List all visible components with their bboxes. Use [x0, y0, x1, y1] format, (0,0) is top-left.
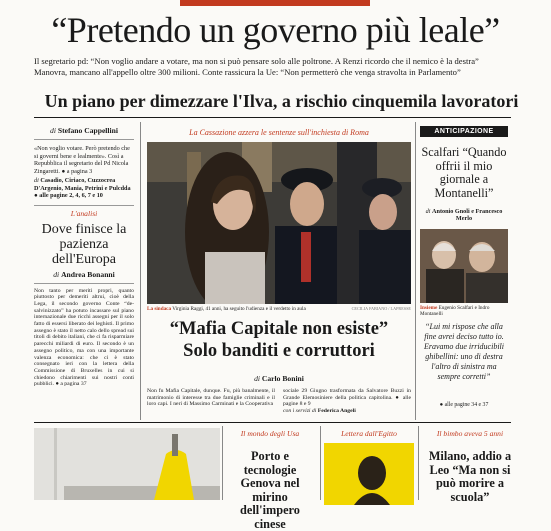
other-bylines: di Casadio, Ciriaco, Cuzzocrea D'Argenio, Mania, Petrini e Pulcdda ● alle pagine 2, 4, 6, 7 e 10	[34, 177, 131, 199]
right-byline: di Antonio Gnoli e Francesco Merlo	[425, 208, 503, 222]
lead-intro: «Non voglio votare. Però pretendo che si governi bene e lealmente». Così a Repubblica il segretario del Pd Nicola Zingaretti. ● a pagina 3	[34, 145, 130, 175]
deck-line: Manovra, mancano all'appello oltre 300 milioni. Conte rassicura la Ue: “Non permetterò che venga stravolta in Parlamento”	[34, 67, 461, 77]
scalfari-quote: “Lui mi rispose che alla fine avrei deciso tutto io. Eravamo due irriducibili ghibellini: uno di destra l'altro di sinistra ma sempre corretti”	[424, 322, 504, 381]
photo-caption: La sindaca Virginia Raggi, 41 anni, ha seguito l'udienza e il verdetto in aula CECILIA FABIANO / LAPRESSE	[147, 306, 411, 312]
bottom-story-2[interactable]	[324, 429, 414, 505]
ad-illustration	[34, 428, 220, 500]
center-body-a: Non fu Mafia Capitale, dunque. Fu, più banalmente, il matrimonio di interesse tra due famiglie criminali e il loro capi. I neri di Massimo Carminati e la Cooperativa	[147, 388, 275, 408]
main-headline[interactable]: “Pretendo un governo più leale”	[51, 10, 500, 50]
bottom-story-3[interactable]	[422, 429, 518, 504]
column-rule	[320, 426, 321, 500]
analysis-body: Non tanto per meriti propri, quanto piuttosto per demeriti altrui, cioè della Lega, il secondo governo Conte “de-salvinizzato” ha potuto incassare sul piano internazionale due ricchi assegni per il solo fatto di essersi liberato dei leghisti. Il primo assegno è stato il netto calo dello spread sui titoli di debito italiani, che ci fa risparmiare parecchi miliardi di euro. Il secondo è un assegno politico, ma con una importante valenza economica: che ci è stato consegnato ieri con la lettera della Commissione di Bruxelles in cui si chiedono chiarimenti sui nostri conti pubblici. ● a pagina 37	[34, 287, 134, 388]
advertisement-image	[34, 428, 220, 500]
scalfari-headline[interactable]: Scalfari “Quando offrii il mio giornale a Montanelli”	[421, 145, 507, 200]
story-kicker: Il bimbo aveva 5 anni	[436, 429, 504, 438]
center-body-b: sociale 29 Giugno trasformata da Salvatore Buzzi in Grande Elemosiniere della politica capitolina. ● alle pagine 8 e 9 con i servizi di Federica Angeli	[283, 388, 411, 415]
right-caption: Insieme Eugenio Scalfari e Indro Montanelli	[420, 305, 490, 317]
scalfari-montanelli-photo[interactable]	[420, 229, 508, 303]
story-title: Milano, addio a Leo “Ma non si può morire a scuola”	[428, 449, 512, 504]
column-rule	[222, 426, 223, 500]
center-byline: di Carlo Bonini	[254, 374, 304, 383]
right-page-ref: ● alle pagine 34 e 37	[439, 402, 489, 408]
bottom-story-1[interactable]	[226, 429, 314, 531]
analysis-title[interactable]: Dove finisce la pazienza dell'Europa	[41, 221, 127, 267]
courtroom-photo-illustration	[147, 142, 411, 304]
headline-deck	[34, 56, 529, 78]
story-kicker: Lettera dall'Egitto	[341, 429, 397, 438]
analysis-label: L'analisi	[70, 208, 98, 218]
analysis-byline: di Andrea Bonanni	[53, 269, 115, 279]
story-title: Porto e tecnologie Genova nel mirino dell'impero cinese	[240, 449, 300, 531]
center-kicker: La Cassazione azzera le sentenze sull'inchiesta di Roma	[189, 128, 369, 137]
column-rule	[140, 122, 141, 420]
bottom-divider	[34, 422, 511, 423]
ilva-headline[interactable]: Un piano per dimezzare l'Ilva, a rischio cinquemila lavoratori	[44, 91, 519, 111]
portrait-photo-illustration	[420, 229, 508, 303]
portrait-illustration	[324, 443, 414, 505]
story-kicker: Il mondo degli Usa	[240, 429, 300, 438]
left-column	[34, 126, 134, 388]
column-rule	[415, 122, 416, 420]
story-image	[324, 443, 414, 505]
column-rule	[418, 426, 419, 500]
raggi-photo[interactable]	[147, 142, 411, 304]
anticipazione-label: ANTICIPAZIONE	[420, 126, 508, 137]
mafia-capitale-headline[interactable]: “Mafia Capitale non esiste” Solo banditi e corruttori	[169, 319, 389, 361]
masthead-band	[180, 0, 370, 6]
byline: di Stefano Cappellini	[50, 126, 118, 135]
divider	[34, 117, 511, 118]
deck-line: Il segretario pd: “Non voglio andare a votare, ma non si può pensare solo alle poltrone. A Renzi ricordo che il nemico è la destra”	[34, 56, 479, 66]
